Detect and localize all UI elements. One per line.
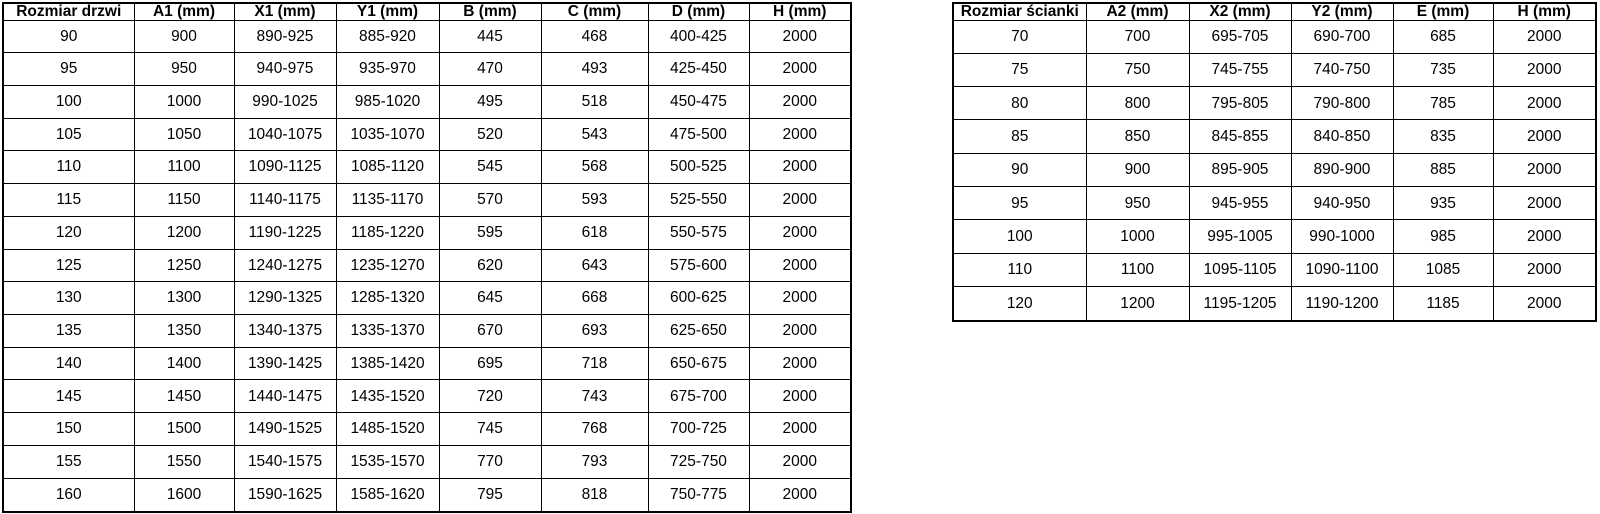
table-row [3, 347, 851, 380]
data-cell: 735 [1393, 53, 1493, 86]
data-cell: 725-750 [648, 445, 749, 478]
data-cell: 690-700 [1291, 20, 1393, 53]
table-row [953, 220, 1596, 253]
header-cell: A1 (mm) [134, 3, 234, 20]
data-cell: 90 [953, 153, 1086, 186]
table-row [3, 478, 851, 512]
header-cell: Y1 (mm) [336, 3, 439, 20]
data-cell: 1450 [134, 380, 234, 413]
data-cell: 70 [953, 20, 1086, 53]
data-cell: 145 [3, 380, 134, 413]
header-cell: B (mm) [439, 3, 541, 20]
data-cell: 995-1005 [1189, 220, 1291, 253]
data-cell: 2000 [1493, 53, 1596, 86]
data-cell: 1200 [134, 216, 234, 249]
data-cell: 2000 [1493, 87, 1596, 120]
data-cell: 1400 [134, 347, 234, 380]
data-cell: 795-805 [1189, 87, 1291, 120]
data-cell: 695 [439, 347, 541, 380]
data-cell: 750 [1086, 53, 1189, 86]
data-cell: 1285-1320 [336, 282, 439, 315]
data-cell: 1250 [134, 249, 234, 282]
data-cell: 2000 [749, 184, 851, 217]
data-cell: 1540-1575 [234, 445, 336, 478]
data-cell: 1135-1170 [336, 184, 439, 217]
data-cell: 885 [1393, 153, 1493, 186]
data-cell: 525-550 [648, 184, 749, 217]
data-cell: 2000 [1493, 253, 1596, 286]
header-row [953, 3, 1596, 20]
door-sizes-table [2, 2, 852, 513]
table-row [953, 20, 1596, 53]
data-cell: 985 [1393, 220, 1493, 253]
data-cell: 2000 [1493, 287, 1596, 321]
data-cell: 445 [439, 20, 541, 53]
data-cell: 85 [953, 120, 1086, 153]
table-row [953, 287, 1596, 321]
data-cell: 1095-1105 [1189, 253, 1291, 286]
data-cell: 850 [1086, 120, 1189, 153]
data-cell: 2000 [749, 347, 851, 380]
data-cell: 900 [134, 20, 234, 53]
data-cell: 840-850 [1291, 120, 1393, 153]
data-cell: 105 [3, 118, 134, 151]
data-cell: 95 [953, 187, 1086, 220]
data-cell: 2000 [1493, 153, 1596, 186]
table-row [3, 118, 851, 151]
data-cell: 625-650 [648, 314, 749, 347]
header-cell: Rozmiar ścianki [953, 3, 1086, 20]
data-cell: 950 [134, 53, 234, 86]
data-cell: 990-1025 [234, 85, 336, 118]
data-cell: 2000 [749, 282, 851, 315]
data-cell: 1050 [134, 118, 234, 151]
table-row [953, 53, 1596, 86]
data-cell: 1335-1370 [336, 314, 439, 347]
table-row [3, 184, 851, 217]
data-cell: 1085 [1393, 253, 1493, 286]
data-cell: 1185-1220 [336, 216, 439, 249]
panel-sizes-table [952, 2, 1597, 322]
data-cell: 130 [3, 282, 134, 315]
data-cell: 425-450 [648, 53, 749, 86]
data-cell: 110 [3, 151, 134, 184]
data-cell: 2000 [749, 478, 851, 512]
header-cell: D (mm) [648, 3, 749, 20]
data-cell: 1040-1075 [234, 118, 336, 151]
data-cell: 1550 [134, 445, 234, 478]
table-row [953, 187, 1596, 220]
data-cell: 650-675 [648, 347, 749, 380]
data-cell: 1090-1100 [1291, 253, 1393, 286]
data-cell: 1350 [134, 314, 234, 347]
data-cell: 718 [541, 347, 648, 380]
data-cell: 1585-1620 [336, 478, 439, 512]
header-cell: E (mm) [1393, 3, 1493, 20]
data-cell: 545 [439, 151, 541, 184]
data-cell: 450-475 [648, 85, 749, 118]
data-cell: 895-905 [1189, 153, 1291, 186]
data-cell: 518 [541, 85, 648, 118]
table-row [953, 253, 1596, 286]
data-cell: 645 [439, 282, 541, 315]
data-cell: 1185 [1393, 287, 1493, 321]
data-cell: 643 [541, 249, 648, 282]
data-cell: 675-700 [648, 380, 749, 413]
data-cell: 95 [3, 53, 134, 86]
data-cell: 75 [953, 53, 1086, 86]
data-cell: 2000 [749, 118, 851, 151]
data-cell: 793 [541, 445, 648, 478]
data-cell: 125 [3, 249, 134, 282]
data-cell: 1100 [134, 151, 234, 184]
data-cell: 100 [3, 85, 134, 118]
data-cell: 1195-1205 [1189, 287, 1291, 321]
data-cell: 2000 [749, 380, 851, 413]
data-cell: 1190-1225 [234, 216, 336, 249]
data-cell: 115 [3, 184, 134, 217]
data-cell: 835 [1393, 120, 1493, 153]
table-row [3, 20, 851, 53]
data-cell: 950 [1086, 187, 1189, 220]
data-cell: 2000 [749, 413, 851, 446]
data-cell: 493 [541, 53, 648, 86]
data-cell: 2000 [749, 314, 851, 347]
header-cell: C (mm) [541, 3, 648, 20]
data-cell: 1390-1425 [234, 347, 336, 380]
data-cell: 160 [3, 478, 134, 512]
data-cell: 1500 [134, 413, 234, 446]
data-cell: 900 [1086, 153, 1189, 186]
table-row [953, 153, 1596, 186]
data-cell: 468 [541, 20, 648, 53]
data-cell: 80 [953, 87, 1086, 120]
data-cell: 568 [541, 151, 648, 184]
data-cell: 1535-1570 [336, 445, 439, 478]
data-cell: 770 [439, 445, 541, 478]
data-cell: 1600 [134, 478, 234, 512]
data-cell: 2000 [749, 20, 851, 53]
data-cell: 1290-1325 [234, 282, 336, 315]
data-cell: 2000 [749, 85, 851, 118]
data-cell: 935-970 [336, 53, 439, 86]
data-cell: 885-920 [336, 20, 439, 53]
data-cell: 2000 [1493, 120, 1596, 153]
data-cell: 940-975 [234, 53, 336, 86]
header-row [3, 3, 851, 20]
header-cell: Y2 (mm) [1291, 3, 1393, 20]
data-cell: 595 [439, 216, 541, 249]
table-row [3, 413, 851, 446]
data-cell: 685 [1393, 20, 1493, 53]
data-cell: 500-525 [648, 151, 749, 184]
data-cell: 1490-1525 [234, 413, 336, 446]
data-cell: 1000 [134, 85, 234, 118]
data-cell: 1385-1420 [336, 347, 439, 380]
header-cell: X2 (mm) [1189, 3, 1291, 20]
data-cell: 845-855 [1189, 120, 1291, 153]
data-cell: 790-800 [1291, 87, 1393, 120]
data-cell: 818 [541, 478, 648, 512]
table-row [3, 445, 851, 478]
data-cell: 2000 [1493, 220, 1596, 253]
data-cell: 1035-1070 [336, 118, 439, 151]
data-cell: 800 [1086, 87, 1189, 120]
data-cell: 740-750 [1291, 53, 1393, 86]
data-cell: 543 [541, 118, 648, 151]
data-cell: 155 [3, 445, 134, 478]
data-cell: 700-725 [648, 413, 749, 446]
data-cell: 1440-1475 [234, 380, 336, 413]
data-cell: 935 [1393, 187, 1493, 220]
data-cell: 720 [439, 380, 541, 413]
header-cell: A2 (mm) [1086, 3, 1189, 20]
data-cell: 695-705 [1189, 20, 1291, 53]
data-cell: 890-900 [1291, 153, 1393, 186]
data-cell: 550-575 [648, 216, 749, 249]
data-cell: 1200 [1086, 287, 1189, 321]
data-cell: 1190-1200 [1291, 287, 1393, 321]
header-cell: H (mm) [1493, 3, 1596, 20]
data-cell: 693 [541, 314, 648, 347]
table-row [3, 282, 851, 315]
data-cell: 620 [439, 249, 541, 282]
data-cell: 120 [3, 216, 134, 249]
data-cell: 1100 [1086, 253, 1189, 286]
data-cell: 1085-1120 [336, 151, 439, 184]
data-cell: 1140-1175 [234, 184, 336, 217]
data-cell: 2000 [749, 53, 851, 86]
data-cell: 750-775 [648, 478, 749, 512]
data-cell: 520 [439, 118, 541, 151]
data-cell: 2000 [749, 445, 851, 478]
data-cell: 1090-1125 [234, 151, 336, 184]
table-row [3, 85, 851, 118]
data-cell: 90 [3, 20, 134, 53]
data-cell: 400-425 [648, 20, 749, 53]
data-cell: 1485-1520 [336, 413, 439, 446]
data-cell: 120 [953, 287, 1086, 321]
data-cell: 1435-1520 [336, 380, 439, 413]
data-cell: 795 [439, 478, 541, 512]
table-row [3, 314, 851, 347]
table-row [953, 120, 1596, 153]
data-cell: 618 [541, 216, 648, 249]
data-cell: 135 [3, 314, 134, 347]
data-cell: 985-1020 [336, 85, 439, 118]
data-cell: 110 [953, 253, 1086, 286]
data-cell: 2000 [1493, 187, 1596, 220]
data-cell: 470 [439, 53, 541, 86]
data-cell: 1000 [1086, 220, 1189, 253]
data-cell: 890-925 [234, 20, 336, 53]
header-cell: X1 (mm) [234, 3, 336, 20]
data-cell: 940-950 [1291, 187, 1393, 220]
data-cell: 495 [439, 85, 541, 118]
data-cell: 743 [541, 380, 648, 413]
data-cell: 990-1000 [1291, 220, 1393, 253]
data-cell: 945-955 [1189, 187, 1291, 220]
data-cell: 1240-1275 [234, 249, 336, 282]
data-cell: 745 [439, 413, 541, 446]
data-cell: 1150 [134, 184, 234, 217]
data-cell: 1590-1625 [234, 478, 336, 512]
data-cell: 700 [1086, 20, 1189, 53]
data-cell: 475-500 [648, 118, 749, 151]
data-cell: 140 [3, 347, 134, 380]
header-cell: H (mm) [749, 3, 851, 20]
data-cell: 600-625 [648, 282, 749, 315]
table-row [3, 216, 851, 249]
header-cell: Rozmiar drzwi [3, 3, 134, 20]
table-row [953, 87, 1596, 120]
data-cell: 1235-1270 [336, 249, 439, 282]
data-cell: 745-755 [1189, 53, 1291, 86]
data-cell: 1340-1375 [234, 314, 336, 347]
data-cell: 150 [3, 413, 134, 446]
table-row [3, 249, 851, 282]
data-cell: 100 [953, 220, 1086, 253]
data-cell: 768 [541, 413, 648, 446]
data-cell: 593 [541, 184, 648, 217]
table-row [3, 53, 851, 86]
data-cell: 570 [439, 184, 541, 217]
data-cell: 1300 [134, 282, 234, 315]
data-cell: 785 [1393, 87, 1493, 120]
table-row [3, 380, 851, 413]
data-cell: 670 [439, 314, 541, 347]
data-cell: 575-600 [648, 249, 749, 282]
table-row [3, 151, 851, 184]
data-cell: 2000 [749, 151, 851, 184]
data-cell: 2000 [749, 216, 851, 249]
data-cell: 668 [541, 282, 648, 315]
data-cell: 2000 [1493, 20, 1596, 53]
data-cell: 2000 [749, 249, 851, 282]
